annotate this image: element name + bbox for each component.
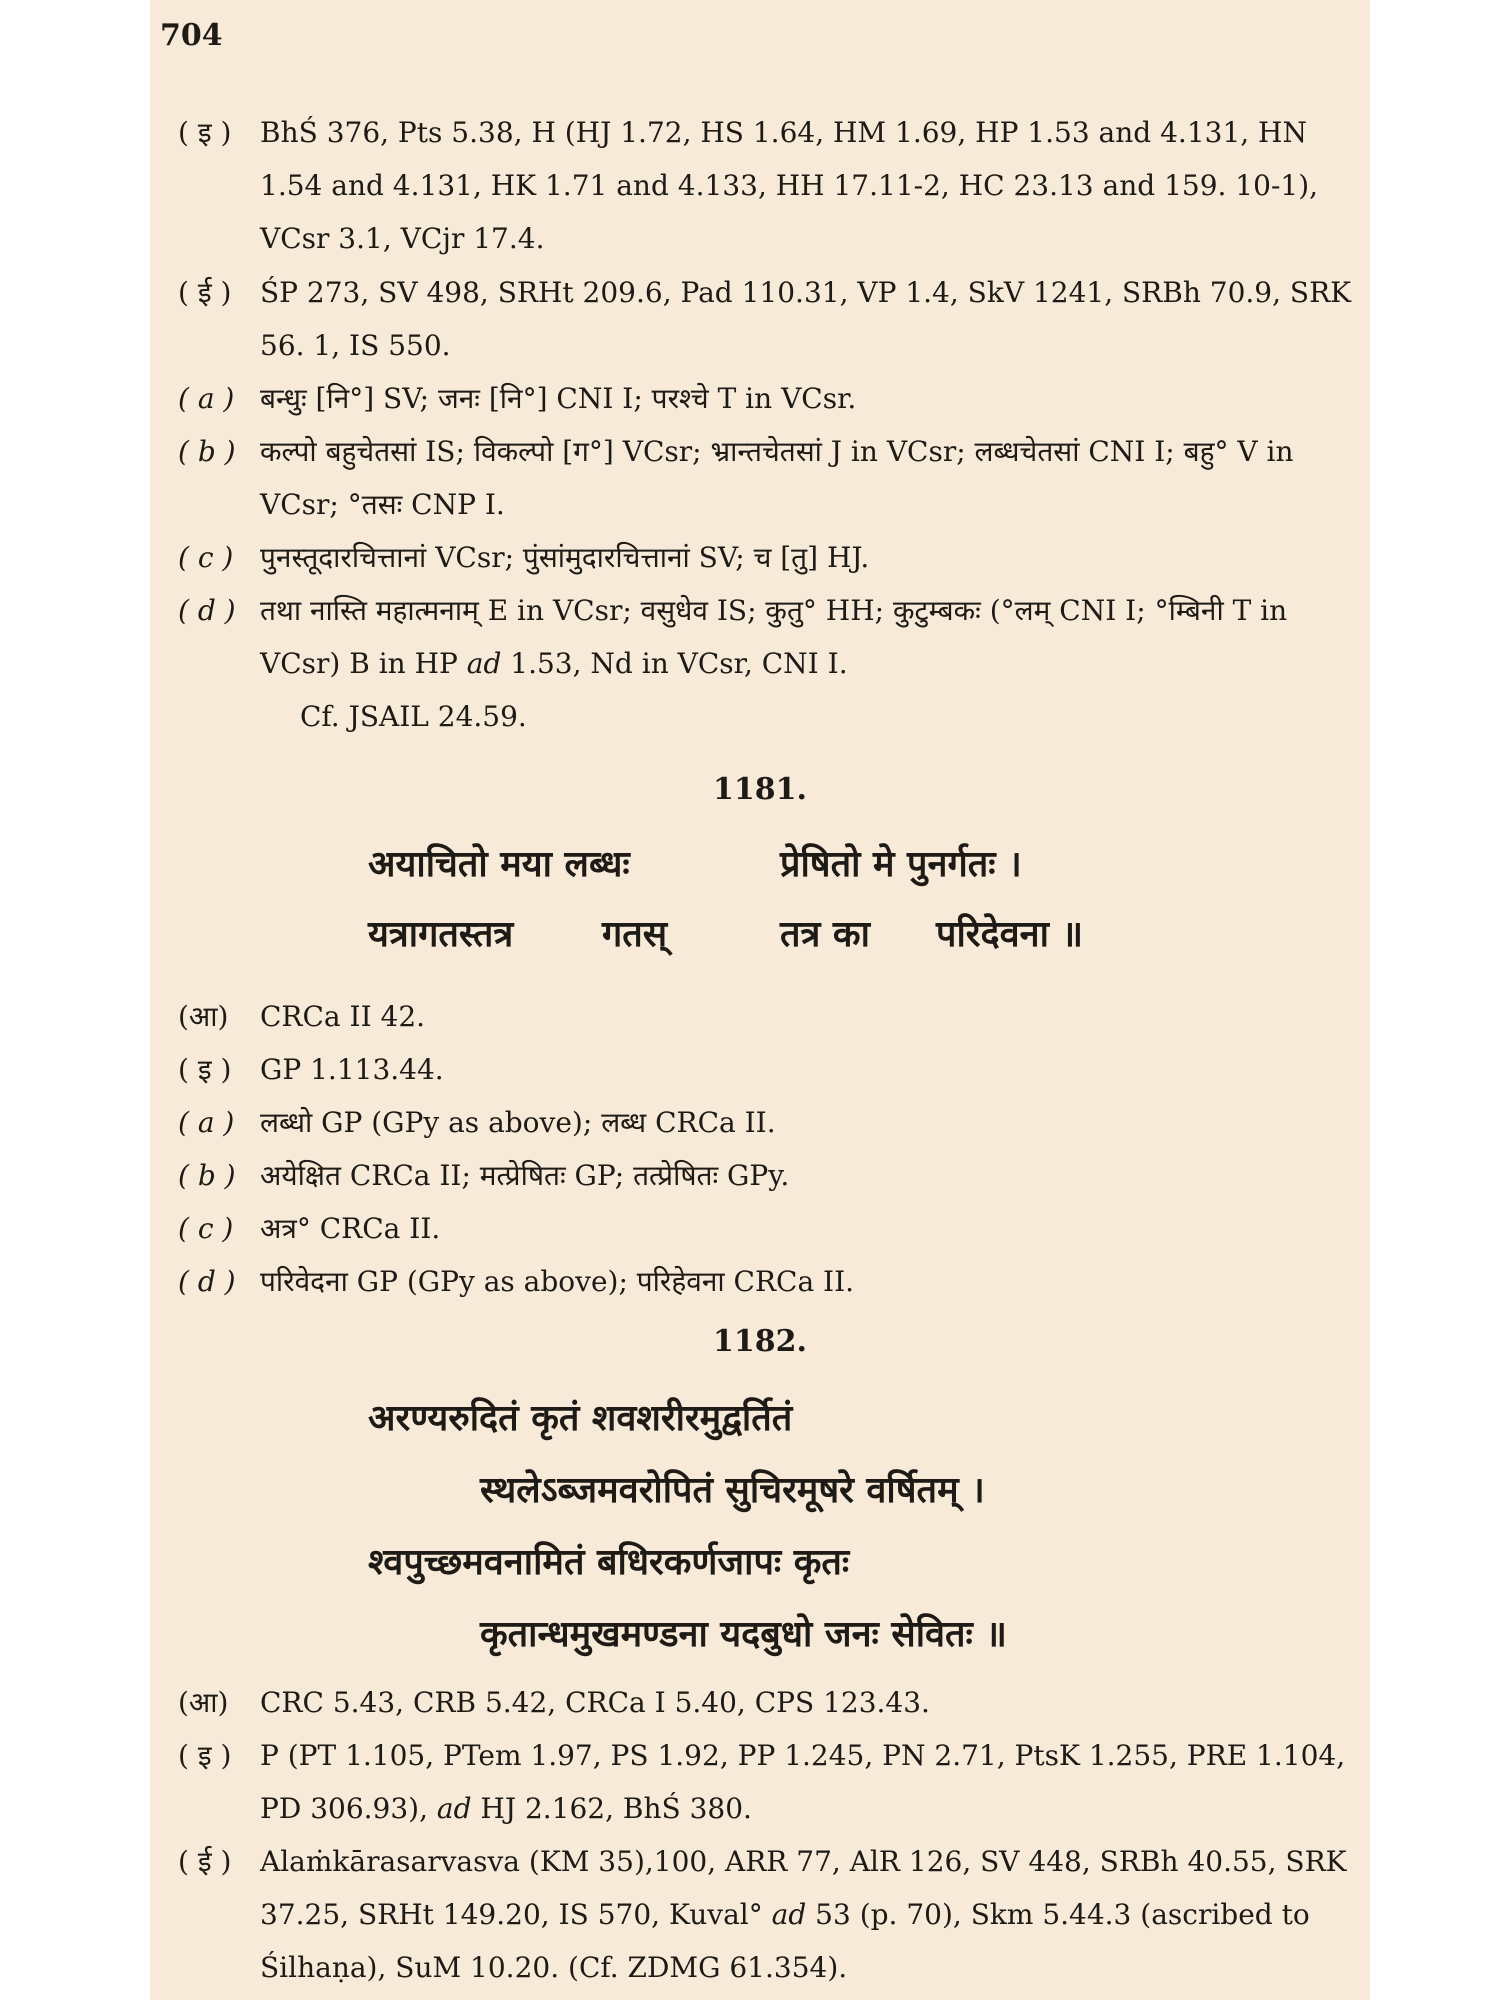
- entry-marker: ( a ): [178, 382, 235, 415]
- source-entry: [178, 1835, 1358, 1994]
- entry-marker: ( a ): [178, 1106, 235, 1139]
- verse-line: स्थलेऽब्जमवरोपितं सुचिरमूषरे वर्षितम् ।: [480, 1469, 985, 1511]
- entry-text: BhŚ 376, Pts 5.38, H (HJ 1.72, HS 1.64, HM 1.69, HP 1.53 and 4.131, HN 1.54 and 4.131, HK 1.71 and 4.133, HH 17.11-2, HC 23.13 and 159. 10-1), VCsr 3.1, VCjr 17.4.: [260, 116, 1319, 255]
- entry-marker: ( ई ): [178, 276, 232, 309]
- verse-line: गतस्: [602, 913, 668, 955]
- entry-text: Alaṁkārasarvasva (KM 35),100, ARR 77, AlR 126, SV 448, SRBh 40.55, SRK 37.25, SRHt 149.20, IS 570, Kuval° ad 53 (p. 70), Skm 5.44.3 (ascribed to Śilhaṇa), SuM 10.20. (Cf. ZDMG 61.354).: [260, 1845, 1347, 1984]
- entry-text: बन्धुः [नि°] SV; जनः [नि°] CNI I; परश्चे T in VCsr.: [260, 382, 857, 415]
- entry-text: P (PT 1.105, PTem 1.97, PS 1.92, PP 1.245, PN 2.71, PtsK 1.255, PRE 1.104, PD 306.93), ad HJ 2.162, BhŚ 380.: [260, 1739, 1346, 1825]
- verse-line: अयाचितो मया लब्धः: [368, 843, 630, 885]
- source-entry: [178, 1676, 1358, 1729]
- entry-marker: ( ई ): [178, 1845, 232, 1878]
- verse-line: प्रेषितो मे पुनर्गतः ।: [780, 843, 1022, 885]
- entry-text: अयेक्षित CRCa II; मत्प्रेषितः GP; तत्प्रेषितः GPy.: [260, 1159, 790, 1192]
- variant-entry: [178, 1255, 1358, 1308]
- cross-reference: Cf. JSAIL 24.59.: [300, 700, 527, 733]
- source-entry: [178, 1729, 1358, 1835]
- verse-number: 1181.: [713, 772, 807, 807]
- variant-entry: [178, 584, 1358, 690]
- entry-marker: ( b ): [178, 1159, 236, 1192]
- entry-text: GP 1.113.44.: [260, 1053, 444, 1086]
- entry-marker: (आ): [178, 1686, 229, 1719]
- variant-entry: [178, 1202, 1358, 1255]
- book-page: [150, 0, 1370, 2000]
- source-entry: [178, 1043, 1358, 1096]
- verse-line: कृतान्धमुखमण्डना यदबुधो जनः सेवितः ॥: [480, 1613, 1007, 1655]
- entry-text: पुनस्तूदारचित्तानां VCsr; पुंसांमुदारचित्तानां SV; च [तु] HJ.: [260, 541, 870, 574]
- entry-text: परिवेदना GP (GPy as above); परिहेवना CRCa II.: [260, 1265, 855, 1298]
- entry-marker: ( d ): [178, 1265, 236, 1298]
- variant-entry: [178, 425, 1358, 531]
- entry-text: CRC 5.43, CRB 5.42, CRCa I 5.40, CPS 123.43.: [260, 1686, 930, 1719]
- entry-text: कल्पो बहुचेतसां IS; विकल्पो [ग°] VCsr; भ्रान्तचेतसां J in VCsr; लब्धचेतसां CNI I; बहु° V in VCsr; °तसः CNP I.: [260, 435, 1294, 521]
- entry-marker: ( इ ): [178, 1739, 232, 1772]
- verse-line: अरण्यरुदितं कृतं शवशरीरमुद्वर्तितं: [368, 1397, 793, 1439]
- entry-marker: ( b ): [178, 435, 236, 468]
- verse-line: श्वपुच्छमवनामितं बधिरकर्णजापः कृतः: [368, 1541, 850, 1583]
- source-entry: [178, 266, 1358, 372]
- source-entry: [178, 106, 1358, 265]
- entry-text: CRCa II 42.: [260, 1000, 426, 1033]
- variant-entry: [178, 531, 1358, 584]
- entry-marker: ( c ): [178, 1212, 234, 1245]
- source-entry: [178, 990, 1358, 1043]
- verse-number: 1182.: [713, 1324, 807, 1359]
- entry-text: अत्र° CRCa II.: [260, 1212, 441, 1245]
- verse-line: यत्रागतस्तत्र: [368, 913, 514, 955]
- ad-word: ad: [466, 647, 502, 680]
- entry-text: तथा नास्ति महात्मनाम् E in VCsr; वसुधेव IS; कुतु° HH; कुटुम्बकः (°लम् CNI I; °म्बिनी T in VCsr) B in HP ad 1.53, Nd in VCsr, CNI I.: [260, 594, 1288, 680]
- verse-line: परिदेवना ॥: [936, 913, 1084, 955]
- entry-text: ŚP 273, SV 498, SRHt 209.6, Pad 110.31, VP 1.4, SkV 1241, SRBh 70.9, SRK 56. 1, IS 550.: [260, 276, 1352, 362]
- page-number: 704: [160, 18, 223, 53]
- entry-marker: (आ): [178, 1000, 229, 1033]
- entry-marker: ( c ): [178, 541, 234, 574]
- entry-marker: ( इ ): [178, 116, 232, 149]
- ad-word: ad: [771, 1898, 807, 1931]
- verse-line: तत्र का: [780, 913, 870, 955]
- ad-word: ad: [436, 1792, 472, 1825]
- entry-marker: ( इ ): [178, 1053, 232, 1086]
- entry-text: लब्धो GP (GPy as above); लब्ध CRCa II.: [260, 1106, 776, 1139]
- entry-marker: ( d ): [178, 594, 236, 627]
- variant-entry: [178, 372, 1358, 425]
- variant-entry: [178, 1149, 1358, 1202]
- variant-entry: [178, 1096, 1358, 1149]
